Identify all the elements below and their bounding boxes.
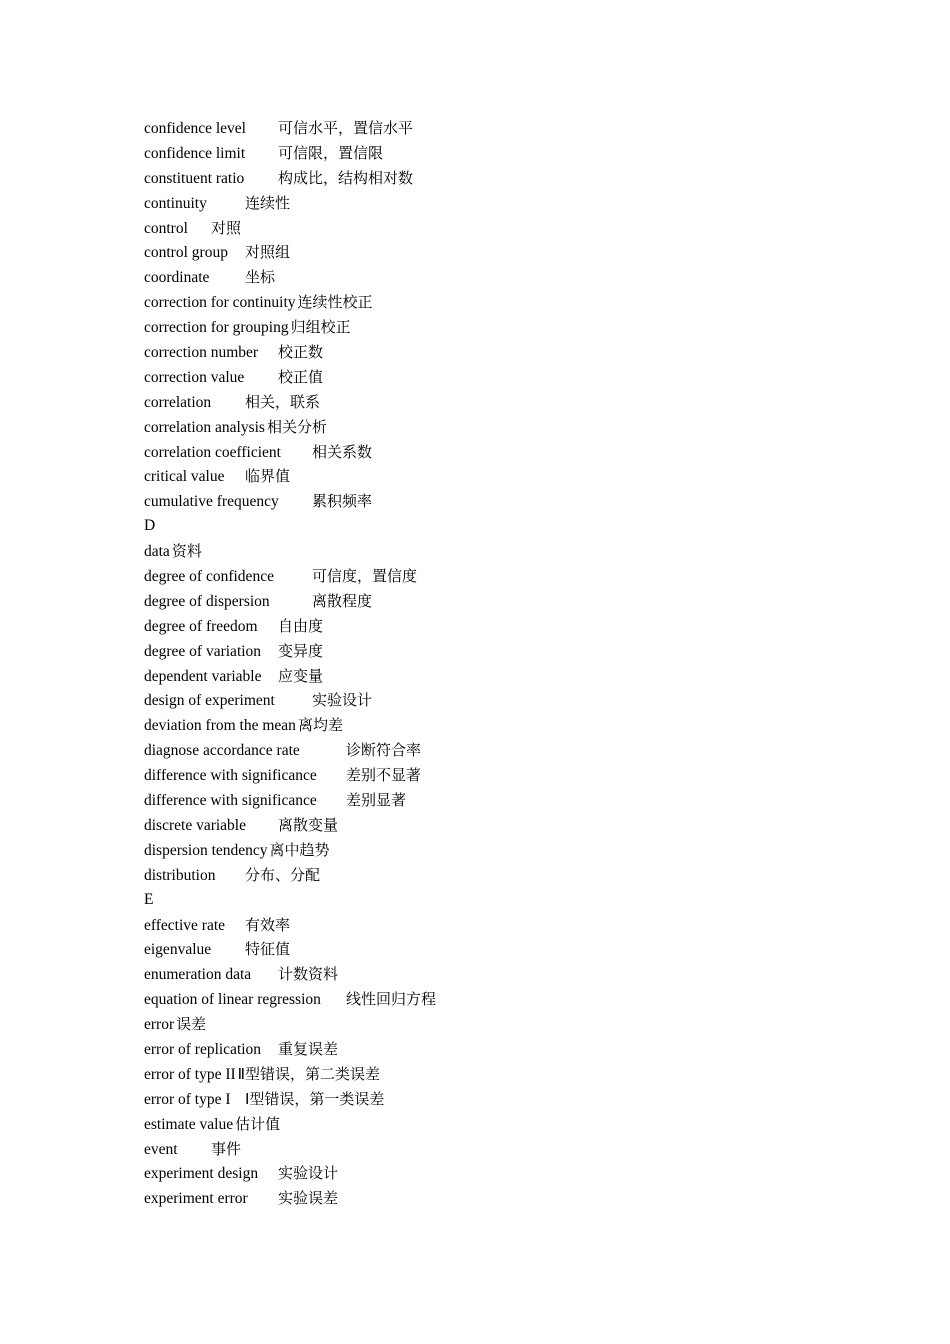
glossary-entry [144,290,904,315]
english-term: cumulative frequency [144,493,279,511]
chinese-term: 误差 [176,1015,207,1034]
glossary-entry [144,763,904,788]
chinese-term: 构成比，结构相对数 [278,168,414,187]
glossary-entry [144,788,904,813]
glossary-entry [144,937,904,962]
english-term: correction value [144,368,245,386]
glossary-entry [144,464,904,489]
glossary-entry [144,365,904,390]
glossary-entry [144,539,904,564]
chinese-term: 变异度 [278,641,324,660]
glossary-entry [144,1087,904,1112]
chinese-term: 对照 [211,218,242,237]
chinese-term: Ⅱ型错误，第二类误差 [237,1064,381,1083]
chinese-term: 相关系数 [312,442,373,461]
chinese-term: 估计值 [235,1114,281,1133]
english-term: confidence level [144,120,246,137]
glossary-entry [144,340,904,365]
glossary-entry [144,962,904,987]
chinese-term: 差别不显著 [346,766,422,785]
english-term: error of type II [144,1065,236,1083]
english-term: degree of variation [144,642,262,660]
glossary-entry [144,664,904,689]
english-term: experiment design [144,1165,259,1183]
glossary-entry [144,1161,904,1186]
chinese-term: 校正数 [278,343,324,362]
glossary-entry [144,390,904,415]
chinese-term: 实验误差 [278,1189,339,1208]
chinese-term: 自由度 [278,616,324,635]
english-term: coordinate [144,269,210,287]
glossary-entry [144,589,904,614]
chinese-term: 离散程度 [312,591,373,610]
english-term: control group [144,244,228,262]
glossary-entry [144,639,904,664]
glossary-entry [144,1037,904,1062]
chinese-term: 实验设计 [312,691,373,710]
chinese-term: 特征值 [245,940,291,959]
chinese-term: 实验设计 [278,1164,339,1183]
english-term: constituent ratio [144,169,245,187]
chinese-term: 累积频率 [312,492,373,511]
english-term: dispersion tendency [144,841,268,859]
glossary-entry [144,240,904,265]
english-term: error of replication [144,1040,262,1058]
english-term: data [144,543,170,561]
glossary-entry [144,440,904,465]
chinese-term: 连续性 [245,193,291,212]
english-term: estimate value [144,1115,234,1133]
chinese-term: 临界值 [245,467,291,486]
glossary-page [144,116,904,1211]
section-letter [144,888,904,913]
glossary-entry [144,166,904,191]
chinese-term: 资料 [171,542,202,561]
english-term: control [144,219,188,237]
chinese-term: 对照组 [245,243,291,262]
english-term: degree of dispersion [144,592,270,610]
glossary-entry [144,315,904,340]
glossary-entry [144,141,904,166]
english-term: distribution [144,866,216,884]
english-term: correction for continuity [144,294,296,312]
english-term: correlation analysis [144,418,265,436]
chinese-term: 离中趋势 [269,840,330,859]
glossary-entry [144,116,904,141]
chinese-term: 相关分析 [266,417,327,436]
english-term: deviation from the mean [144,717,296,735]
english-term: effective rate [144,916,226,934]
chinese-term: 归组校正 [290,318,351,337]
section-letter-text: D [144,517,156,535]
glossary-entry [144,738,904,763]
english-term: correlation coefficient [144,443,281,461]
english-term: eigenvalue [144,941,212,959]
english-term: equation of linear regression [144,991,321,1009]
chinese-term: 离均差 [297,716,343,735]
chinese-term: 计数资料 [278,965,339,984]
english-term: correction for grouping [144,319,289,337]
glossary-entry [144,688,904,713]
chinese-term: 重复误差 [278,1039,339,1058]
english-term: discrete variable [144,816,246,834]
english-term: diagnose accordance rate [144,742,300,760]
glossary-entry [144,1112,904,1137]
english-term: error [144,1016,175,1034]
chinese-term: 差别显著 [346,791,407,810]
glossary-entry [144,1137,904,1162]
english-term: degree of freedom [144,617,258,635]
glossary-entry [144,216,904,241]
glossary-entry [144,415,904,440]
glossary-entry [144,987,904,1012]
chinese-term: 连续性校正 [297,293,373,312]
glossary-entry [144,614,904,639]
english-term: difference with significance [144,792,317,810]
glossary-entry [144,265,904,290]
english-term: difference with significance [144,767,317,785]
glossary-entry [144,1012,904,1037]
english-term: degree of confidence [144,568,274,586]
glossary-entry [144,489,904,514]
chinese-term: 坐标 [245,268,276,287]
glossary-entry [144,1186,904,1211]
english-term: enumeration data [144,966,252,984]
glossary-entry [144,713,904,738]
chinese-term: 可信限，置信限 [278,143,384,162]
chinese-term: 校正值 [278,367,324,386]
chinese-term: 相关，联系 [245,392,321,411]
english-term: event [144,1140,178,1158]
english-term: dependent variable [144,667,262,685]
glossary-entry [144,863,904,888]
chinese-term: 分布、分配 [245,865,321,884]
glossary-entry [144,813,904,838]
glossary-entry [144,564,904,589]
english-term: design of experiment [144,692,275,710]
glossary-entry [144,1062,904,1087]
chinese-term: 线性回归方程 [346,990,437,1009]
chinese-term: 可信水平，置信水平 [278,119,414,137]
english-term: critical value [144,468,225,486]
glossary-entry [144,913,904,938]
english-term: error of type I [144,1090,231,1108]
chinese-term: 应变量 [278,666,324,685]
english-term: confidence limit [144,144,246,162]
english-term: correlation [144,393,212,411]
chinese-term: 诊断符合率 [346,741,422,760]
chinese-term: 事件 [211,1139,242,1158]
chinese-term: 可信度，置信度 [312,567,418,586]
glossary-entry [144,838,904,863]
english-term: experiment error [144,1190,248,1208]
chinese-term: 有效率 [245,915,291,934]
section-letter [144,514,904,539]
glossary-entry [144,191,904,216]
english-term: correction number [144,344,259,362]
english-term: continuity [144,194,207,212]
chinese-term: 离散变量 [278,815,339,834]
section-letter-text: E [144,890,154,908]
chinese-term: Ⅰ型错误，第一类误差 [245,1089,385,1108]
